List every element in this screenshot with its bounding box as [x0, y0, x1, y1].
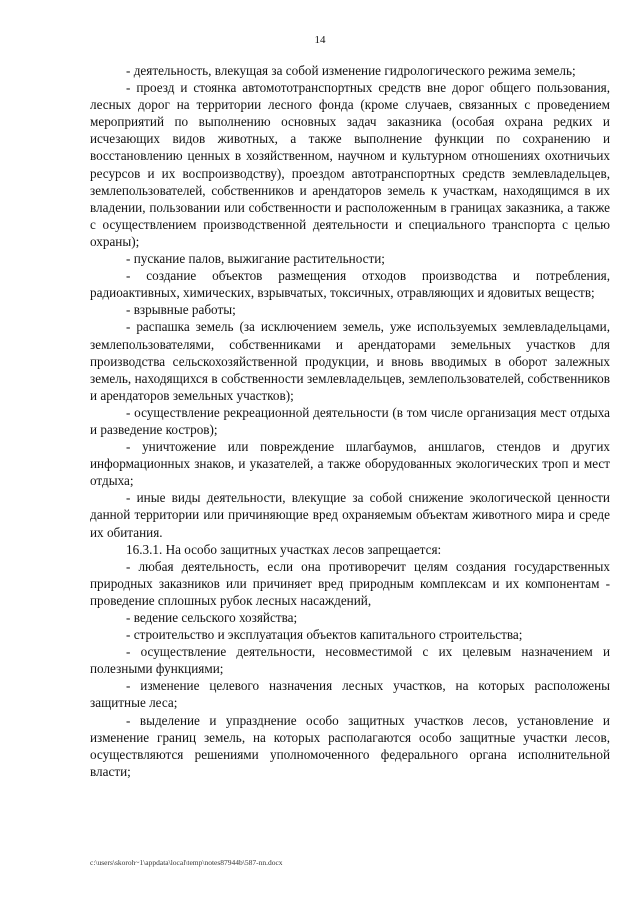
- paragraph: - ведение сельского хозяйства;: [126, 610, 298, 625]
- paragraph: - распашка земель (за исключением земель, уже используемых землевладельцами, землепользователями, собственниками и арендаторами земельных участков для производства сельскохозяйственной продукции, и вновь вводимых в оборот залежных земель, находящихся в собственности землевладельцев, землепользователей, собственников и арендаторов земельных участков);: [90, 319, 610, 403]
- section-heading-16-3-1: 16.3.1. На особо защитных участках лесов запрещается:: [126, 541, 442, 557]
- footer-file-path: c:\users\skoroh~1\appdata\local\temp\notes87944b\587-nn.docx: [90, 858, 283, 867]
- paragraph: - иные виды деятельности, влекущие за собой снижение экологической ценности данной территории или причиняющие вред охраняемым объектам животного мира и среде их обитания.: [90, 490, 610, 540]
- paragraph: - деятельность, влекущая за собой изменение гидрологического режима земель;: [126, 63, 576, 78]
- paragraph: - пускание палов, выжигание растительности;: [126, 251, 385, 267]
- paragraph: - осуществление рекреационной деятельности (в том числе организация мест отдыха и разведение костров);: [90, 404, 610, 437]
- paragraph: - строительство и эксплуатация объектов капитального строительства;: [126, 627, 523, 643]
- paragraph: - выделение и упразднение особо защитных участков лесов, установление и изменение границ земель, на которых располагаются особо защитные участки лесов, осуществляются решениями уполномоченного федерального органа исполнительной власти;: [90, 712, 610, 779]
- paragraph: - изменение целевого назначения лесных участков, на которых расположены защитные леса;: [90, 678, 610, 711]
- page-number: 14: [314, 34, 326, 46]
- paragraph: - создание объектов размещения отходов производства и потребления, радиоактивных, химических, взрывчатых, токсичных, отравляющих и ядовитых веществ;: [90, 268, 610, 301]
- paragraph: - уничтожение или повреждение шлагбаумов, аншлагов, стендов и других информационных знаков, и указателей, а также оборудованных экологических троп и мест отдыха;: [90, 439, 610, 489]
- document-body: [90, 62, 610, 780]
- paragraph: - взрывные работы;: [126, 302, 236, 318]
- paragraph: - проезд и стоянка автомототранспортных средств вне дорог общего пользования, лесных дорог на территории лесного фонда (кроме случаев, связанных с проведением мероприятий по выполнению основных задач заказника (особая охрана редких и исчезающих видов животных, а также выполнение функции по сохранению и восстановлению ценных в хозяйственном, научном и культурном отношениях охотничьих ресурсов и их воспроизводству), проездом автотранспортных средств землевладельцев, землепользователей, собственников и арендаторов земель к участкам, находящимся в их владении, пользовании или собственности и расположенным в границах заказника, а также с осуществлением производственной деятельности и специального транспорта с целью охраны);: [90, 80, 610, 249]
- paragraph: - осуществление деятельности, несовместимой с их целевым назначением и полезными функциями;: [90, 644, 610, 677]
- paragraph: - любая деятельность, если она противоречит целям создания государственных природных заказников или причиняет вред природным комплексам и их компонентам - проведение сплошных рубок лесных насаждений,: [90, 558, 610, 608]
